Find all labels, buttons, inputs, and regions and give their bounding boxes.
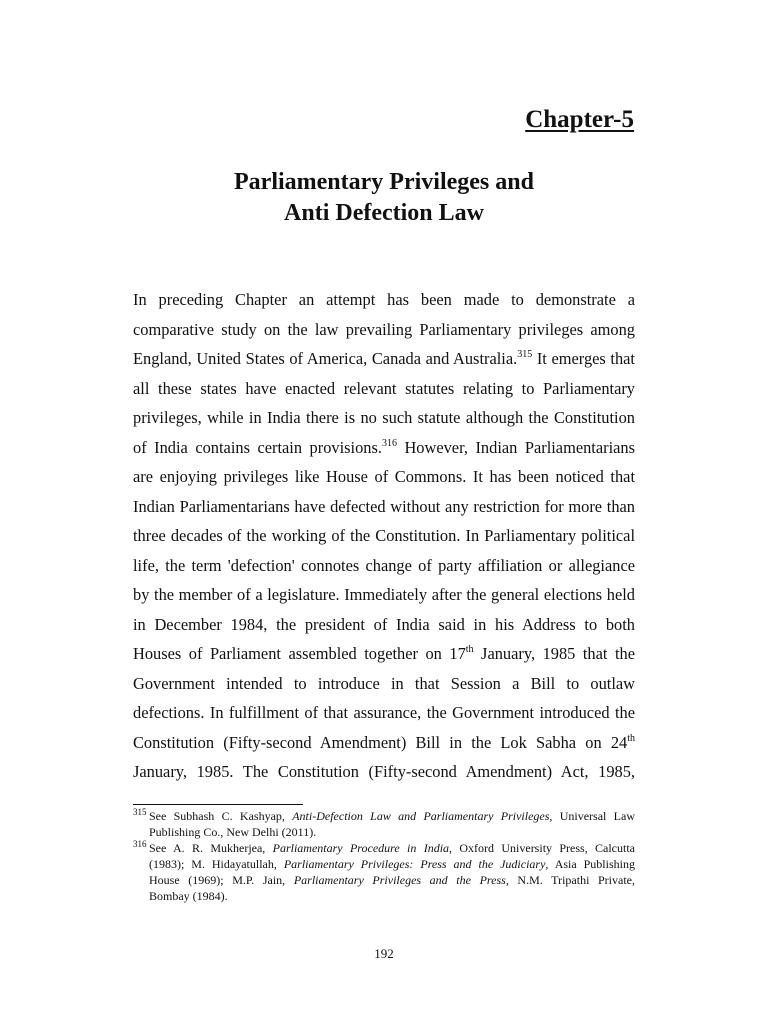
citation-title: Parliamentary Privileges and the Press <box>293 873 506 887</box>
body-line-3: England, United States of America, Canada and Australia.$^{315}$ It emerges that <box>133 349 635 368</box>
body-line-5: privileges, while in India there is no such statute although the Constitution <box>133 408 635 427</box>
citation-title: Parliamentary Privileges: Press and the Judiciary <box>283 857 546 871</box>
citation-title: Parliamentary Procedure in India <box>272 841 450 855</box>
footnote-316 <box>133 840 635 904</box>
footnote-divider <box>133 804 303 805</box>
body-line-6: of India contains certain provisions.$^{316}$ However, Indian Parliamentarians <box>133 437 635 457</box>
body-line-15: defections. In fulfillment of that assurance, the Government introduced the <box>133 703 635 722</box>
body-line-8: Indian Parliamentarians have defected without any restriction for more than <box>133 496 635 516</box>
body-line-4: all these states have enacted relevant statutes relating to Parliamentary <box>133 378 635 398</box>
footnote-mark: 316 <box>133 839 147 849</box>
footnote-ref-316[interactable]: 316 <box>381 437 397 449</box>
ordinal-suffix: th <box>465 644 474 655</box>
body-line-7: are enjoying privileges like House of Commons. It has been noticed that <box>133 467 635 486</box>
footnote-line: See Subhash C. Kashyap, Anti-Defection Law and Parliamentary Privileges, Universal Law <box>149 809 635 823</box>
body-line-1: In preceding Chapter an attempt has been made to demonstrate a <box>133 290 635 309</box>
body-line-17: January, 1985. The Constitution (Fifty-second Amendment) Act, 1985, <box>133 762 635 781</box>
page-number: 192 <box>374 946 394 961</box>
footnote-ref-315[interactable]: 315 <box>517 349 533 360</box>
footnote-315 <box>133 808 635 840</box>
citation-title: Anti-Defection Law and Parliamentary Privileges <box>292 809 550 823</box>
footnote-line: See A. R. Mukherjea, Parliamentary Procedure in India, Oxford University Press, Calcutta <box>149 841 636 855</box>
ordinal-suffix: th <box>627 732 635 744</box>
chapter-title <box>0 167 768 229</box>
footnote-mark: 315 <box>133 807 147 817</box>
body-line-14: Government intended to introduce in that Session a Bill to outlaw <box>133 673 635 693</box>
body-line-13: Houses of Parliament assembled together on 17th January, 1985 that the <box>133 644 635 663</box>
chapter-title-line-1: Parliamentary Privileges and <box>234 169 534 195</box>
body-line-10: life, the term 'defection' connotes change of party affiliation or allegiance <box>133 555 635 575</box>
footnote-line: House (1969); M.P. Jain, Parliamentary Privileges and the Press, N.M. Tripathi Private, <box>149 873 636 887</box>
body-paragraph <box>133 285 635 787</box>
body-line-2: comparative study on the law prevailing Parliamentary privileges among <box>133 319 635 339</box>
body-line-9: three decades of the working of the Constitution. In Parliamentary political <box>133 526 635 545</box>
body-line-11: by the member of a legislature. Immediately after the general elections held <box>133 585 635 604</box>
footnote-line: Publishing Co., New Delhi (2011). <box>149 825 317 839</box>
chapter-title-line-2: Anti Defection Law <box>284 200 484 226</box>
footnotes <box>133 808 635 904</box>
body-line-16: Constitution (Fifty-second Amendment) Bill in the Lok Sabha on 24th <box>133 732 635 752</box>
body-line-12: in December 1984, the president of India said in his Address to both <box>133 614 635 634</box>
footnote-line: (1983); M. Hidayatullah, Parliamentary Privileges: Press and the Judiciary, Asia Publishing <box>149 857 635 871</box>
footnote-line: Bombay (1984). <box>149 889 228 903</box>
chapter-label: Chapter-5 <box>525 106 634 133</box>
